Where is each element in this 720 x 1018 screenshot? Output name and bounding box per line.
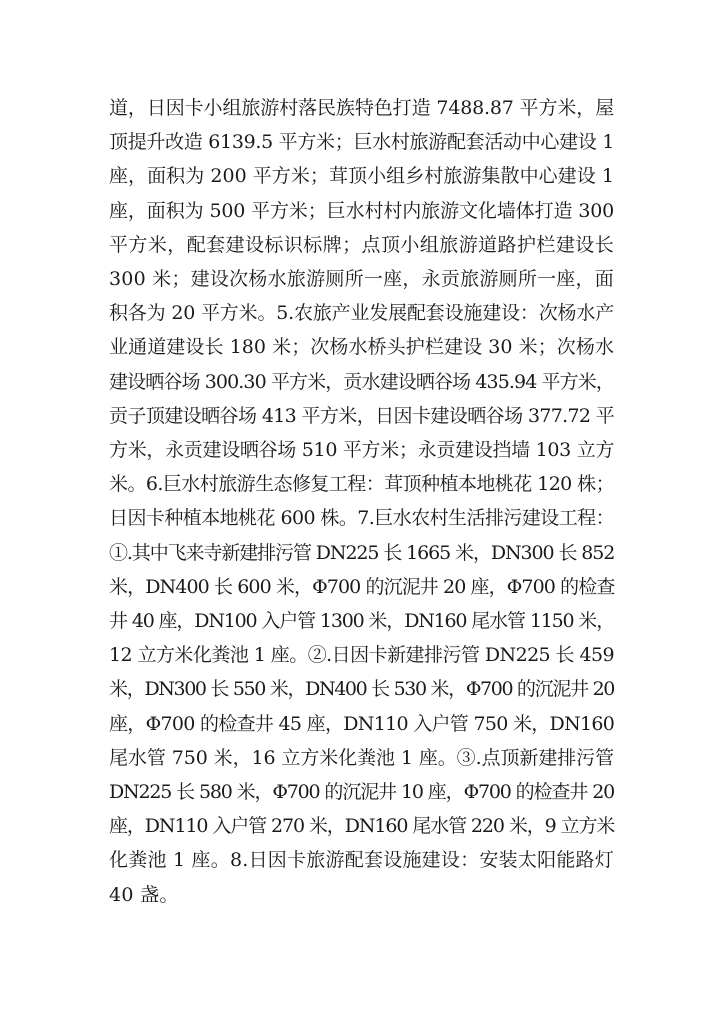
- text-line: 40 盏。: [109, 883, 179, 906]
- text-line: 方米，永贡建设晒谷场 510 平方米；永贡建设挡墙 103 立方: [109, 439, 615, 462]
- text-line: 座，面积为 500 平方米；巨水村村内旅游文化墙体打造 300: [109, 199, 614, 222]
- text-line: DN225 长 580 米，Φ700 的沉泥井 10 座，Φ700 的检查井 20: [109, 781, 614, 804]
- text-line: 12 立方米化粪池 1 座。②.日因卡新建排污管 DN225 长 459: [109, 644, 614, 667]
- text-line: 化粪池 1 座。8.日因卡旅游配套设施建设：安装太阳能路灯: [109, 849, 614, 872]
- text-line: 道，日因卡小组旅游村落民族特色打造 7488.87 平方米，屋: [109, 97, 614, 119]
- text-line: 座，面积为 200 平方米；茸顶小组乡村旅游集散中心建设 1: [109, 165, 614, 188]
- text-line: 300 米；建设次杨水旅游厕所一座，永贡旅游厕所一座，面: [109, 268, 614, 291]
- text-line: 尾水管 750 米，16 立方米化粪池 1 座。③.点顶新建排污管: [109, 746, 614, 769]
- text-line: 建设晒谷场 300.30 平方米，贡水建设晒谷场 435.94 平方米，: [109, 370, 614, 393]
- text-line: 米，DN300 长 550 米，DN400 长 530 米，Φ700 的沉泥井 20: [109, 678, 614, 701]
- text-line: 座，DN110 入户管 270 米，DN160 尾水管 220 米，9 立方米: [109, 815, 615, 838]
- text-line: 贡子顶建设晒谷场 413 平方米，日因卡建设晒谷场 377.72 平: [109, 404, 614, 427]
- text-line: 平方米，配套建设标识标牌；点顶小组旅游道路护栏建设长: [109, 233, 614, 256]
- text-line: ①.其中飞来寺新建排污管 DN225 长 1665 米，DN300 长 852: [109, 541, 615, 564]
- text-line: 米，DN400 长 600 米，Φ700 的沉泥井 20 座，Φ700 的检查: [109, 575, 615, 598]
- text-line: 座，Φ700 的检查井 45 座，DN110 入户管 750 米，DN160: [109, 712, 615, 735]
- text-line: 米。6.巨水村旅游生态修复工程：茸顶种植本地桃花 120 株；: [109, 473, 614, 496]
- text-line: 日因卡种植本地桃花 600 株。7.巨水农村生活排污建设工程：: [109, 507, 614, 530]
- body-paragraph: [109, 91, 614, 912]
- text-line: 积各为 20 平方米。5.农旅产业发展配套设施建设：次杨水产: [109, 302, 614, 325]
- text-line: 井 40 座，DN100 入户管 1300 米，DN160 尾水管 1150 米，: [109, 610, 614, 633]
- text-line: 业通道建设长 180 米；次杨水桥头护栏建设 30 米；次杨水: [109, 336, 614, 359]
- text-line: 顶提升改造 6139.5 平方米；巨水村旅游配套活动中心建设 1: [109, 131, 615, 154]
